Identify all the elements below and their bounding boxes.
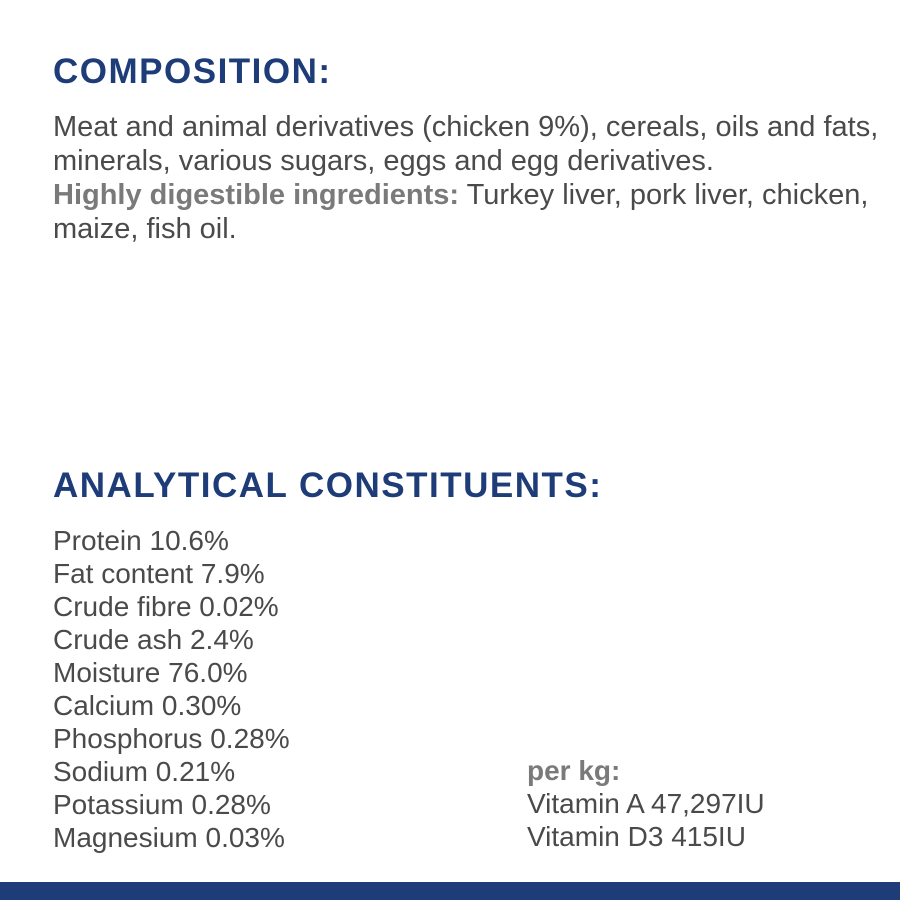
composition-heading: COMPOSITION:	[53, 52, 332, 91]
per-kg-block	[527, 754, 765, 853]
constituent-item: Crude fibre 0.02%	[53, 591, 279, 622]
vitamin-list	[527, 787, 765, 853]
constituent-item: Crude ash 2.4%	[53, 624, 254, 655]
constituent-item: Potassium 0.28%	[53, 789, 271, 820]
constituent-item: Calcium 0.30%	[53, 690, 242, 721]
constituent-item: Sodium 0.21%	[53, 756, 236, 787]
per-kg-label: per kg:	[527, 755, 621, 786]
constituent-item: Moisture 76.0%	[53, 657, 248, 688]
footer-bar	[0, 882, 900, 900]
constituent-item: Fat content 7.9%	[53, 558, 265, 589]
constituents-list	[53, 524, 290, 854]
vitamin-item: Vitamin A 47,297IU	[527, 788, 765, 819]
digestible-ingredients-line	[53, 178, 883, 246]
analytical-constituents-heading: ANALYTICAL CONSTITUENTS:	[53, 466, 603, 505]
constituent-item: Magnesium 0.03%	[53, 822, 285, 853]
vitamin-item: Vitamin D3 415IU	[527, 821, 746, 852]
constituent-item: Phosphorus 0.28%	[53, 723, 290, 754]
constituent-item: Protein 10.6%	[53, 525, 229, 556]
composition-text-block	[53, 110, 883, 246]
digestible-ingredients-text: Turkey liver, pork liver, chicken, maize, fish oil.	[53, 179, 869, 245]
composition-text: Meat and animal derivatives (chicken 9%), cereals, oils and fats, minerals, various sugars, eggs and egg derivatives.	[53, 111, 879, 177]
digestible-ingredients-label: Highly digestible ingredients:	[53, 179, 460, 211]
